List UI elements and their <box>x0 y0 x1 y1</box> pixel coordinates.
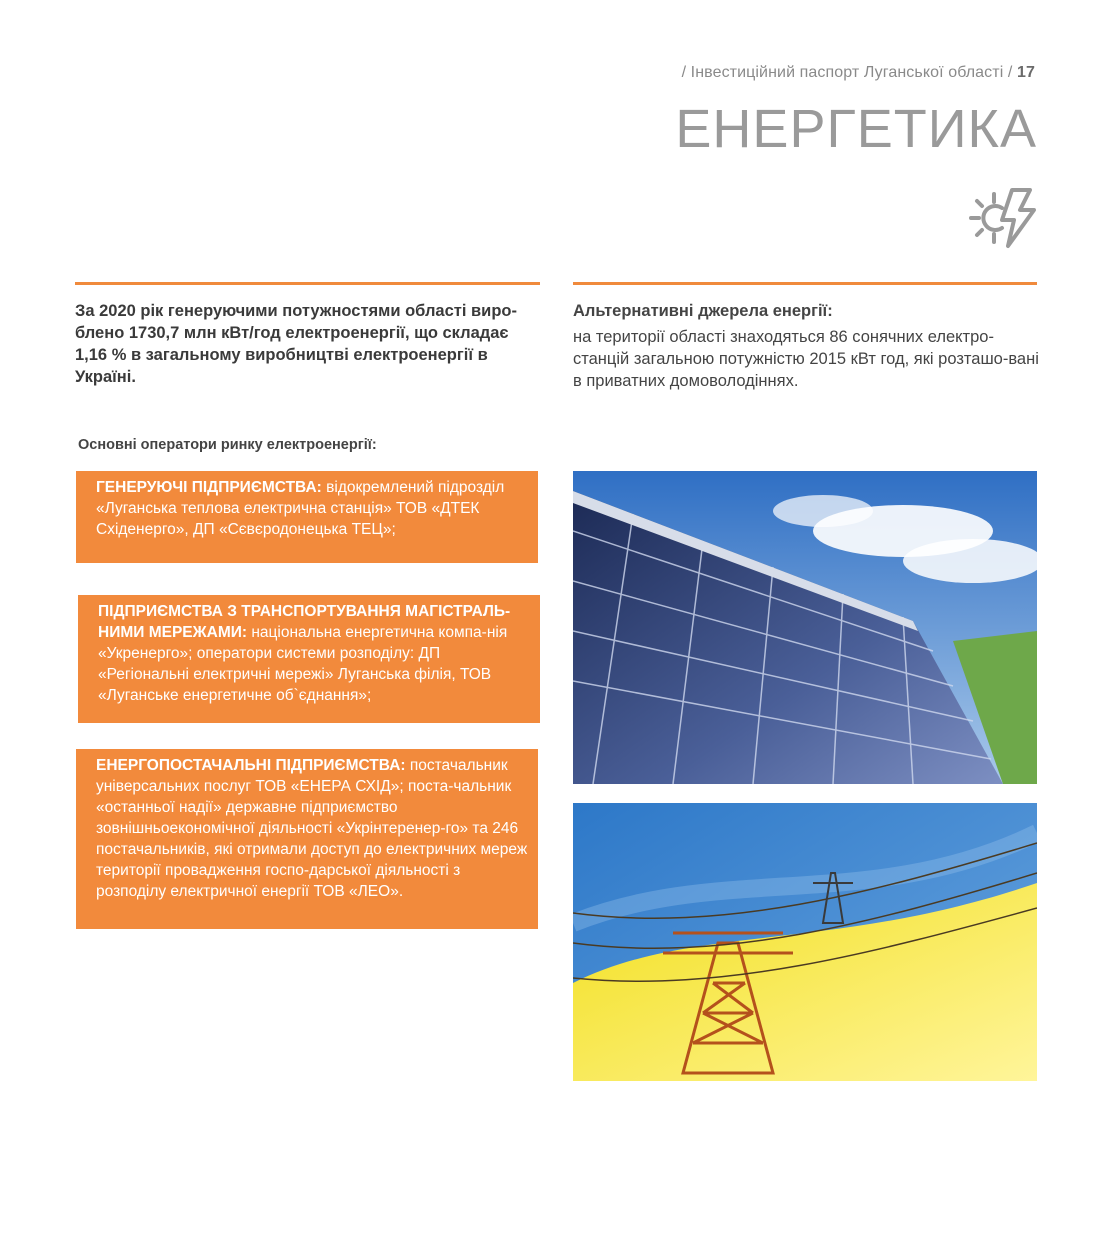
alternative-body: на території області знаходяться 86 сонячних електро-станцій загальною потужністю 2015 кВт год, які розташо-вані в приватних домоволодіннях. <box>573 328 1039 390</box>
operator-lead: ГЕНЕРУЮЧІ ПІДПРИЄМСТВА: <box>96 479 322 496</box>
operator-lead: ПІДПРИЄМСТВА З ТРАНСПОРТУВАННЯ МАГІСТРАЛЬ-НИМИ МЕРЕЖАМИ: <box>98 603 511 641</box>
power-tower-flag-photo <box>573 803 1037 1081</box>
intro-paragraph: За 2020 рік генеруючими потужностями області виро-бленo 1730,7 млн кВт/год електроенергії, що складає 1,16 % в загальному виробництві електроенергії в Україні. <box>75 302 517 386</box>
solar-panels-photo <box>573 471 1037 784</box>
running-header <box>682 64 1035 82</box>
page-number: 17 <box>1017 64 1035 81</box>
operator-lead: ЕНЕРГОПОСТАЧАЛЬНІ ПІДПРИЄМСТВА: <box>96 757 406 774</box>
operator-box-generating <box>76 471 538 563</box>
left-divider <box>75 282 540 285</box>
operator-text: постачальник універсальних послуг ТОВ «ЕНЕРА СХІД»; поста-чальник «останньої надії» державне підприємство зовнішньоекономічної діяльності «Укрінтеренер-го» та 246 постачальників, які отримали доступ до електричних мереж території провадження госпо-дарської діяльності з розподілу електричної енергії ТОВ «ЛЕО». <box>96 757 528 900</box>
operator-text: відокремлений підрозділ «Луганська теплова електрична станція» ТОВ «ДТЕК Східенерго», ДП «Сєвєродонецька ТЕЦ»; <box>96 479 505 538</box>
page-title: ЕНЕРГЕТИКА <box>675 99 1037 159</box>
operators-heading: Основні оператори ринку електроенергії: <box>78 437 377 453</box>
sun-lightning-icon <box>968 186 1040 256</box>
right-divider <box>573 282 1037 285</box>
operator-box-transmission <box>78 595 540 723</box>
alternative-heading: Альтернативні джерела енергії: <box>573 302 833 320</box>
operator-box-supply <box>76 749 538 929</box>
header-breadcrumb: / Інвестиційний паспорт Луганської області / <box>681 64 1013 81</box>
operator-text: національна енергетична компа-нія «Укренерго»; оператори системи розподілу: ДП «Регіональні електричні мережі» Луганська філія, ТОВ «Луганське енергетичне об`єднання»; <box>98 624 508 704</box>
